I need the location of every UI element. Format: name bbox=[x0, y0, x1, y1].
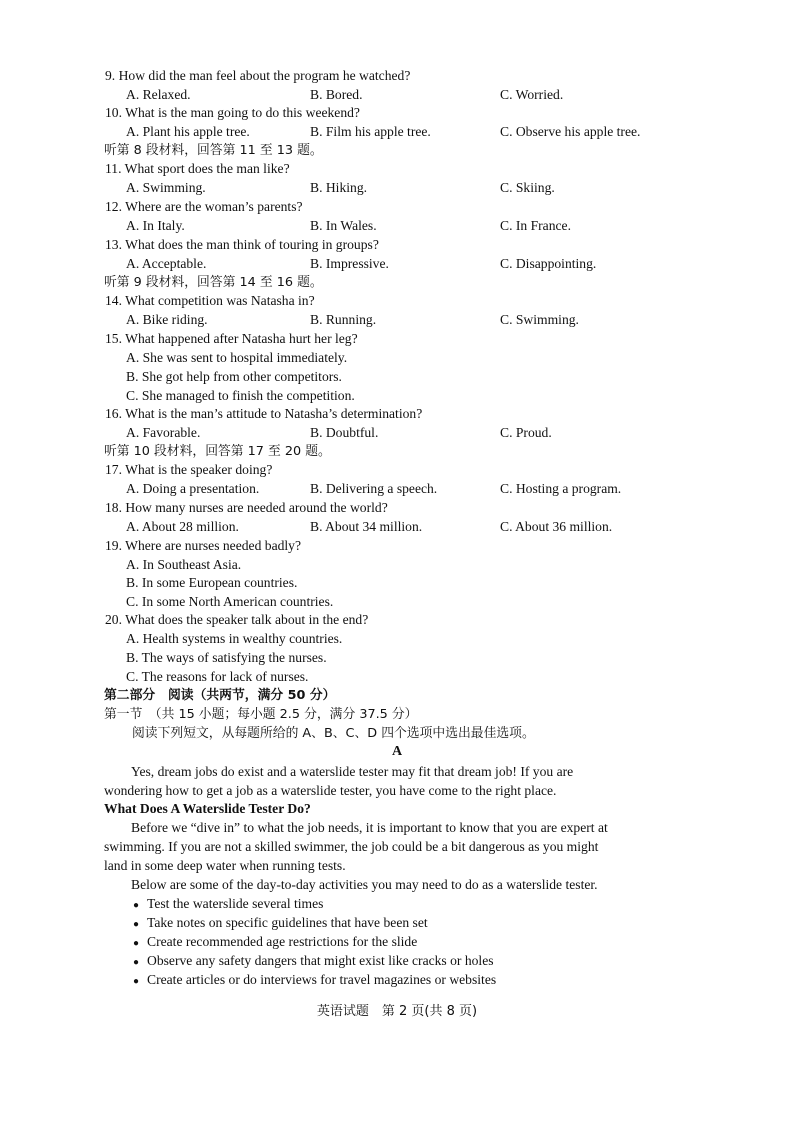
option-17b: B. Delivering a speech. bbox=[310, 481, 438, 496]
option-9c: C. Worried. bbox=[500, 87, 564, 102]
option-20b: B. The ways of satisfying the nurses. bbox=[126, 650, 327, 665]
bullet-item: ● Observe any safety dangers that might exist like cracks or holes bbox=[133, 952, 494, 972]
question-19: 19. Where are nurses needed badly? bbox=[105, 538, 302, 553]
question-12: 12. Where are the woman’s parents? bbox=[105, 199, 303, 214]
paragraph-2-line-3: land in some deep water when running tests. bbox=[104, 858, 346, 873]
bullet-item: ● Test the waterslide several times bbox=[133, 895, 323, 915]
question-20: 20. What does the speaker talk about in the end? bbox=[105, 612, 369, 627]
option-16c: C. Proud. bbox=[500, 425, 552, 440]
option-18a: A. About 28 million. bbox=[126, 519, 239, 534]
option-17c: C. Hosting a program. bbox=[500, 481, 622, 496]
option-10a: A. Plant his apple tree. bbox=[126, 124, 250, 139]
bullet-item: ● Create recommended age restrictions for the slide bbox=[133, 933, 417, 953]
option-20c: C. The reasons for lack of nurses. bbox=[126, 669, 309, 684]
reading-instruction: 阅读下列短文，从每题所给的 A、B、C、D 四个选项中选出最佳选项。 bbox=[132, 726, 535, 741]
question-9: 9. How did the man feel about the program he watched? bbox=[105, 68, 411, 83]
option-9a: A. Relaxed. bbox=[126, 87, 191, 102]
question-17: 17. What is the speaker doing? bbox=[105, 462, 273, 477]
option-13b: B. Impressive. bbox=[310, 256, 389, 271]
question-11: 11. What sport does the man like? bbox=[105, 161, 290, 176]
option-10b: B. Film his apple tree. bbox=[310, 124, 431, 139]
option-17a: A. Doing a presentation. bbox=[126, 481, 260, 496]
option-20a: A. Health systems in wealthy countries. bbox=[126, 631, 343, 646]
bullet-icon: ● bbox=[133, 957, 140, 968]
paragraph-2-line-2: swimming. If you are not a skilled swimmer, the job could be a bit dangerous as you might bbox=[104, 839, 599, 854]
option-11c: C. Skiing. bbox=[500, 180, 555, 195]
section-9-instruction: 听第 9 段材料，回答第 14 至 16 题。 bbox=[104, 275, 323, 290]
paragraph-2-line-1: Before we “dive in” to what the job needs, it is important to know that you are expert at bbox=[131, 820, 608, 835]
option-16a: A. Favorable. bbox=[126, 425, 201, 440]
option-11b: B. Hiking. bbox=[310, 180, 368, 195]
option-14a: A. Bike riding. bbox=[126, 312, 208, 327]
option-18b: B. About 34 million. bbox=[310, 519, 423, 534]
part-2-title: 第二部分 阅读（共两节，满分 50 分） bbox=[104, 688, 336, 703]
question-16: 16. What is the man’s attitude to Natasha’s determination? bbox=[105, 406, 423, 421]
bullet-item: ● Create articles or do interviews for travel magazines or websites bbox=[133, 971, 496, 991]
passage-heading: What Does A Waterslide Tester Do? bbox=[104, 801, 311, 816]
section-8-instruction: 听第 8 段材料，回答第 11 至 13 题。 bbox=[104, 143, 323, 158]
question-14: 14. What competition was Natasha in? bbox=[105, 293, 315, 308]
page-footer: 英语试题 第 2 页(共 8 页) bbox=[316, 1004, 478, 1019]
bullet-icon: ● bbox=[133, 900, 140, 911]
option-18c: C. About 36 million. bbox=[500, 519, 613, 534]
option-11a: A. Swimming. bbox=[126, 180, 206, 195]
question-18: 18. How many nurses are needed around the world? bbox=[105, 500, 388, 515]
section-10-instruction: 听第 10 段材料，回答第 17 至 20 题。 bbox=[104, 444, 331, 459]
option-12c: C. In France. bbox=[500, 218, 571, 233]
option-14b: B. Running. bbox=[310, 312, 377, 327]
option-13a: A. Acceptable. bbox=[126, 256, 207, 271]
option-12b: B. In Wales. bbox=[310, 218, 377, 233]
bullet-icon: ● bbox=[133, 938, 140, 949]
section-1-title: 第一节 （共 15 小题；每小题 2.5 分，满分 37.5 分） bbox=[104, 707, 418, 722]
option-15a: A. She was sent to hospital immediately. bbox=[126, 350, 348, 365]
question-15: 15. What happened after Natasha hurt her leg? bbox=[105, 331, 358, 346]
option-10c: C. Observe his apple tree. bbox=[500, 124, 641, 139]
option-14c: C. Swimming. bbox=[500, 312, 579, 327]
option-15b: B. She got help from other competitors. bbox=[126, 369, 342, 384]
paragraph-3: Below are some of the day-to-day activities you may need to do as a waterslide tester. bbox=[131, 877, 598, 892]
option-19c: C. In some North American countries. bbox=[126, 594, 334, 609]
question-10: 10. What is the man going to do this weekend? bbox=[105, 105, 360, 120]
option-19a: A. In Southeast Asia. bbox=[126, 557, 242, 572]
option-15c: C. She managed to finish the competition. bbox=[126, 388, 355, 403]
option-9b: B. Bored. bbox=[310, 87, 363, 102]
passage-letter: A bbox=[391, 744, 403, 759]
option-12a: A. In Italy. bbox=[126, 218, 185, 233]
option-19b: B. In some European countries. bbox=[126, 575, 298, 590]
option-16b: B. Doubtful. bbox=[310, 425, 379, 440]
option-13c: C. Disappointing. bbox=[500, 256, 597, 271]
bullet-icon: ● bbox=[133, 919, 140, 930]
paragraph-1-line-2: wondering how to get a job as a waterslide tester, you have come to the right place. bbox=[104, 783, 557, 798]
bullet-icon: ● bbox=[133, 976, 140, 987]
paragraph-1-line-1: Yes, dream jobs do exist and a waterslide tester may fit that dream job! If you are bbox=[131, 764, 574, 779]
bullet-item: ● Take notes on specific guidelines that have been set bbox=[133, 914, 428, 934]
question-13: 13. What does the man think of touring in groups? bbox=[105, 237, 379, 252]
